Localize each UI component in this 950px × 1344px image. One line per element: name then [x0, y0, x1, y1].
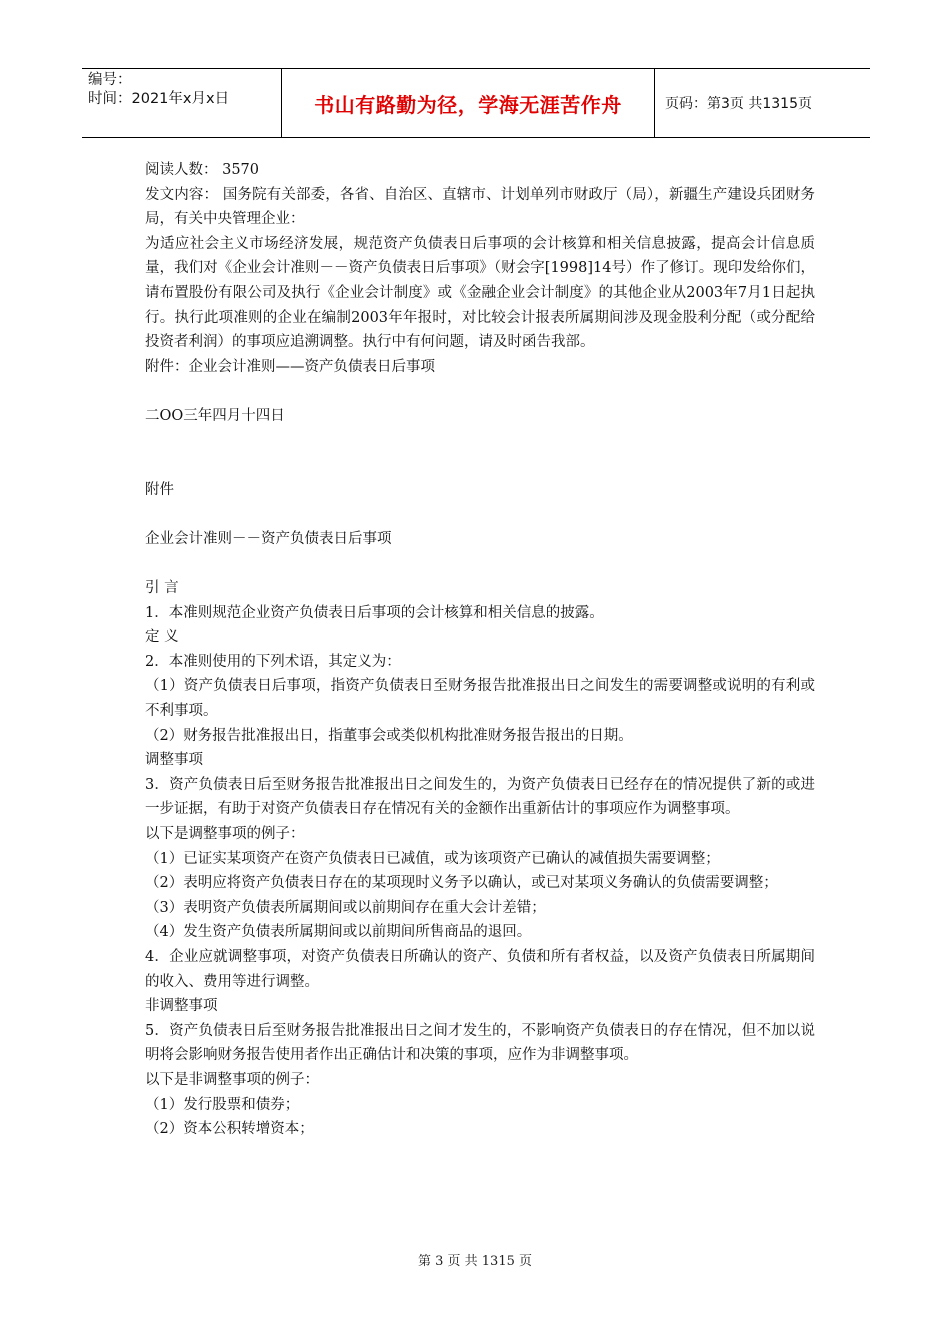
clause: 3．资产负债表日后至财务报告批准报出日之间发生的，为资产负债表日已经存在的情况提供了新的或进一步证据，有助于对资产负债表日存在情况有关的金额作出重新估计的事项应作为调整事项。: [145, 776, 815, 818]
sub-clause: （1）资产负债表日后事项，指资产负债表日至财务报告批准报出日之间发生的需要调整或说明的有利或不利事项。: [145, 678, 815, 720]
annex-label: 附件: [145, 481, 174, 498]
sub-clause: （2）资本公积转增资本；: [145, 1121, 314, 1138]
sub-clause: （3）表明资产负债表所属期间或以前期间存在重大会计差错；: [145, 899, 546, 916]
document-title: 企业会计准则－－资产负债表日后事项: [145, 530, 392, 547]
document-body: [145, 158, 815, 1142]
clause: 5．资产负债表日后至财务报告批准报出日之间才发生的，不影响资产负债表日的存在情况，但不加以说明将会影响财务报告使用者作出正确估计和决策的事项，应作为非调整事项。: [145, 1022, 815, 1064]
issue-date: 二OO三年四月十四日: [145, 407, 285, 424]
readers-count: 阅读人数： 3570: [145, 162, 260, 178]
page-footer: 第 3 页 共 1315 页: [417, 1254, 533, 1269]
section-heading: 调整事项: [145, 752, 203, 769]
sub-clause: （2）表明应将资产负债表日存在的某项现时义务予以确认，或已对某项义务确认的负债需要调整；: [145, 875, 778, 892]
section-heading: 引 言: [145, 580, 179, 597]
header-motto: 书山有路勤为径，学海无涯苦作舟: [282, 69, 655, 137]
section-heading: 非调整事项: [145, 998, 218, 1015]
spacer: [145, 429, 815, 478]
clause: 2．本准则使用的下列术语，其定义为：: [145, 653, 401, 670]
sub-clause: （1）已证实某项资产在资产负债表日已减值，或为该项资产已确认的减值损失需要调整；: [145, 850, 720, 867]
sub-clause: （2）财务报告批准报出日，指董事会或类似机构批准财务报告报出的日期。: [145, 727, 633, 744]
examples-intro: 以下是非调整事项的例子：: [145, 1071, 319, 1088]
time-label: 时间：2021年x月x日: [88, 91, 230, 107]
sub-clause: （1）发行股票和债券；: [145, 1096, 300, 1113]
number-label: 编号：: [88, 72, 132, 88]
attachment-line: 附件：企业会计准则——资产负债表日后事项: [145, 358, 435, 375]
clause: 4．企业应就调整事项，对资产负债表日所确认的资产、负债和所有者权益，以及资产负债表日所属期间的收入、费用等进行调整。: [145, 949, 815, 990]
section-heading: 定 义: [145, 629, 179, 646]
spacer: [145, 552, 815, 577]
header-meta: [82, 69, 282, 137]
header-page-info: 页码：第3页 共1315页: [665, 96, 812, 112]
clause: 1．本准则规范企业资产负债表日后事项的会计核算和相关信息的披露。: [145, 604, 604, 621]
paragraph: 为适应社会主义市场经济发展，规范资产负债表日后事项的会计核算和相关信息披露，提高会计信息质量，我们对《企业会计准则－－资产负债表日后事项》（财会字[1998]14号）作了修订。现印发给你们，请布置股份有限公司及执行《企业会计制度》或《金融企业会计制度》的其他企业从2003年7月1日起执行。执行此项准则的企业在编制2003年年报时，对比较会计报表所属期间涉及现金股利分配（或分配给投资者利润）的事项应追溯调整。执行中有何问题，请及时函告我部。: [145, 235, 815, 351]
spacer: [145, 502, 815, 527]
sub-clause: （4）发生资产负债表所属期间或以前期间所售商品的退回。: [145, 924, 532, 941]
page-header: [82, 68, 870, 138]
examples-intro: 以下是调整事项的例子：: [145, 826, 305, 843]
paragraph: 发文内容： 国务院有关部委，各省、自治区、直辖市、计划单列市财政厅（局），新疆生产建设兵团财务局，有关中央管理企业：: [145, 186, 815, 228]
spacer: [145, 379, 815, 404]
